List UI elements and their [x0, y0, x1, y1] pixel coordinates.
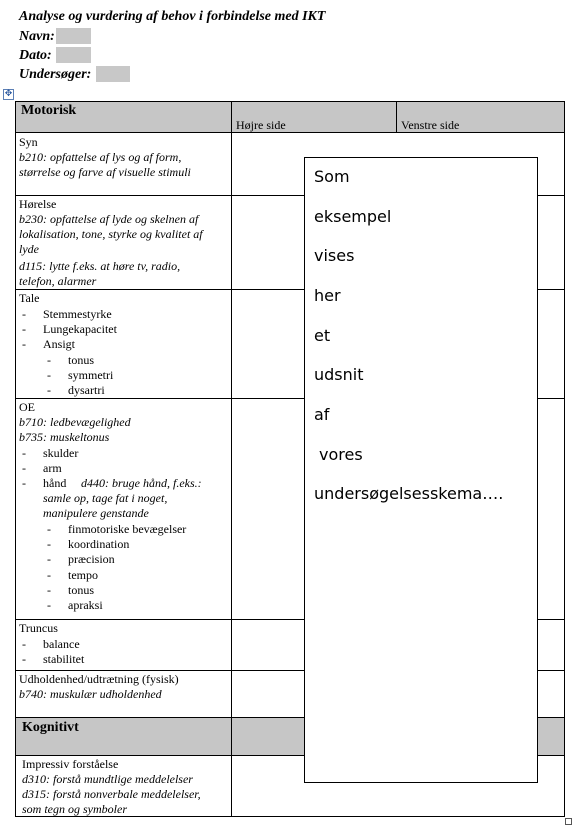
note-word: af: [314, 405, 330, 424]
hoerelse-line: lyde: [19, 242, 39, 256]
tale-cell: [15, 289, 232, 399]
left-side-header-cell: [396, 101, 565, 133]
syn-cell: [15, 132, 232, 196]
note-word: her: [314, 286, 341, 305]
oe-sub-item: apraksi: [68, 598, 103, 612]
syn-line: størrelse og farve af visuelle stimuli: [19, 165, 191, 179]
oe-line: b735: muskeltonus: [19, 430, 110, 444]
impressiv-line: som tegn og symboler: [22, 802, 127, 816]
impressiv-line: d315: forstå nonverbale meddelelser,: [22, 787, 201, 801]
oe-sub-item: finmotoriske bevægelser: [68, 522, 187, 536]
syn-line: b210: opfattelse af lys og af form,: [19, 150, 182, 164]
name-label: Navn:: [19, 29, 55, 44]
kognitivt-heading: Kognitivt: [22, 720, 79, 735]
hoerelse-title: Hørelse: [19, 197, 57, 211]
motorisk-heading-cell: [15, 101, 232, 133]
hoerelse-line: d115: lytte f.eks. at høre tv, radio,: [19, 259, 181, 273]
bullet-dash: -: [47, 522, 51, 536]
udholdenhed-title: Udholdenhed/udtrætning (fysisk): [19, 672, 179, 686]
bullet-dash: -: [47, 383, 51, 397]
hoerelse-line: lokalisation, tone, styrke og kvalitet af: [19, 227, 203, 241]
table-move-handle-icon[interactable]: ✥: [4, 89, 13, 99]
oe-haand-desc: samle op, tage fat i noget,: [43, 491, 168, 505]
bullet-dash: -: [22, 476, 26, 490]
bullet-dash: -: [22, 652, 26, 666]
hoerelse-line: telefon, alarmer: [19, 274, 97, 288]
tale-sub-item: symmetri: [68, 368, 114, 382]
bullet-dash: -: [47, 598, 51, 612]
oe-line: b710: ledbevægelighed: [19, 415, 131, 429]
left-side-header: Venstre side: [401, 118, 460, 132]
oe-sub-item: koordination: [68, 537, 130, 551]
truncus-item: stabilitet: [43, 652, 85, 666]
bullet-dash: -: [47, 583, 51, 597]
truncus-cell: [15, 619, 232, 671]
hoerelse-line: b230: opfattelse af lyde og skelnen af: [19, 212, 199, 226]
bullet-dash: -: [22, 446, 26, 460]
oe-sub-item: præcision: [68, 552, 115, 566]
tale-title: Tale: [19, 291, 40, 305]
bullet-dash: -: [47, 353, 51, 367]
examiner-label: Undersøger:: [19, 67, 92, 82]
examiner-redacted-field: [96, 66, 130, 82]
bullet-dash: -: [22, 637, 26, 651]
oe-title: OE: [19, 400, 35, 414]
motorisk-heading: Motorisk: [21, 103, 77, 118]
tale-item: Stemmestyrke: [43, 307, 112, 321]
bullet-dash: -: [22, 322, 26, 336]
truncus-item: balance: [43, 637, 80, 651]
bullet-dash: -: [47, 552, 51, 566]
impressiv-cell: [15, 755, 232, 817]
bullet-dash: -: [47, 537, 51, 551]
oe-cell: [15, 398, 232, 620]
oe-sub-item: tempo: [68, 568, 98, 582]
bullet-dash: -: [22, 461, 26, 475]
date-redacted-field: [56, 47, 91, 63]
note-word: udsnit: [314, 365, 364, 384]
example-note-textbox[interactable]: [304, 157, 538, 783]
impressiv-title: Impressiv forståelse: [22, 757, 119, 771]
tale-item: Ansigt: [43, 337, 76, 351]
oe-haand-desc: d440: bruge hånd, f.eks.:: [81, 476, 202, 490]
tale-item: Lungekapacitet: [43, 322, 117, 336]
oe-haand-desc: manipulere genstande: [43, 506, 149, 520]
bullet-dash: -: [47, 568, 51, 582]
truncus-title: Truncus: [19, 621, 58, 635]
note-word: vores: [319, 445, 363, 464]
right-side-header-cell: [231, 101, 397, 133]
syn-title: Syn: [19, 135, 38, 149]
bullet-dash: -: [47, 368, 51, 382]
table-resize-handle-icon[interactable]: [565, 818, 572, 825]
oe-haand-label: hånd: [43, 476, 67, 490]
date-label: Dato:: [19, 48, 52, 63]
right-side-header: Højre side: [236, 118, 286, 132]
impressiv-line: d310: forstå mundtlige meddelelser: [22, 772, 193, 786]
note-word: et: [314, 326, 331, 345]
hoerelse-cell: [15, 195, 232, 290]
tale-sub-item: dysartri: [68, 383, 105, 397]
document-title: Analyse og vurdering af behov i forbindelse med IKT: [19, 9, 326, 24]
oe-item: skulder: [43, 446, 79, 460]
udholdenhed-line: b740: muskulær udholdenhed: [19, 687, 162, 701]
name-redacted-field: [56, 28, 91, 44]
oe-sub-item: tonus: [68, 583, 95, 597]
note-word: eksempel: [314, 207, 392, 226]
oe-item: arm: [43, 461, 62, 475]
note-word: undersøgelsesskema….: [314, 484, 504, 503]
bullet-dash: -: [22, 337, 26, 351]
note-word: Som: [314, 167, 350, 186]
note-word: vises: [314, 246, 355, 265]
kognitivt-heading-cell: [15, 717, 232, 756]
bullet-dash: -: [22, 307, 26, 321]
udholdenhed-cell: [15, 670, 232, 718]
tale-sub-item: tonus: [68, 353, 95, 367]
